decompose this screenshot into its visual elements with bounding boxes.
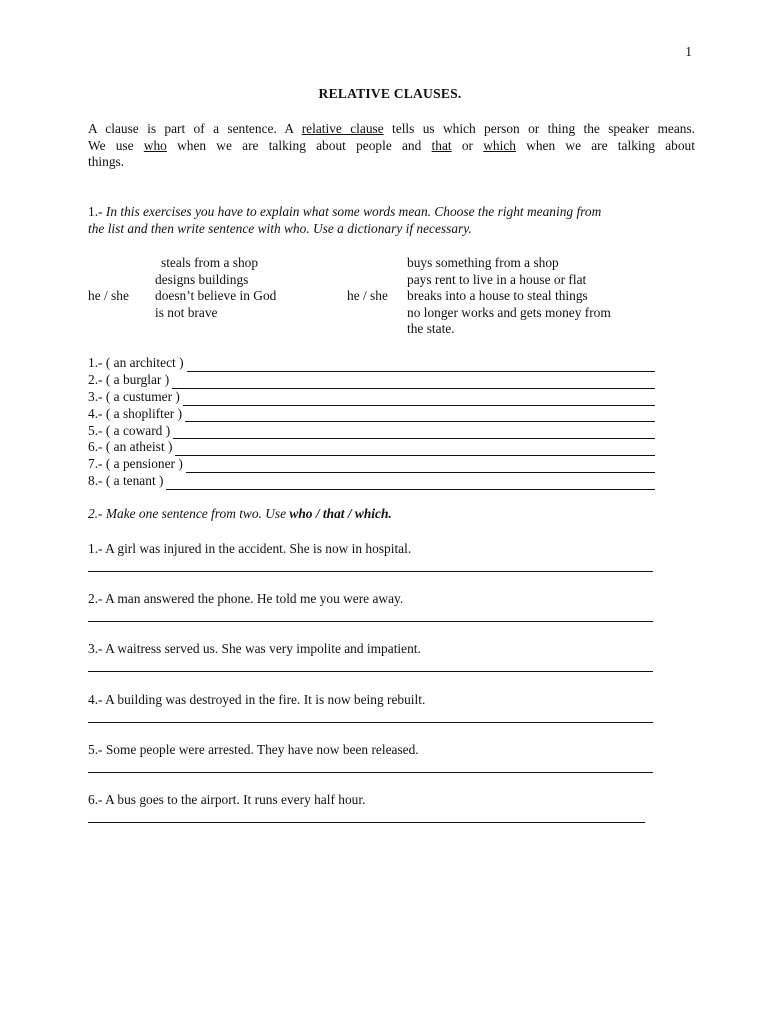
exercise1-item-label: 3.- ( a custumer ) [88, 389, 180, 404]
term-that: that [431, 137, 452, 153]
exercise1-item [88, 389, 655, 406]
definition-right: the state. [407, 321, 455, 337]
answer-line[interactable] [173, 426, 655, 439]
answer-line[interactable] [88, 722, 653, 723]
definition-left: designs buildings [155, 271, 249, 287]
term-relative-clause: relative clause [301, 121, 384, 136]
intro-paragraph [88, 121, 695, 171]
definition-right: pays rent to live in a house or flat [407, 271, 587, 287]
exercise2-item: 4.- A building was destroyed in the fire. It is now being rebuilt. [88, 691, 426, 707]
exercise2-item: 2.- A man answered the phone. He told me you were away. [88, 591, 404, 607]
answer-line[interactable] [183, 393, 655, 406]
exercise1-item-label: 7.- ( a pensioner ) [88, 456, 183, 472]
definition-right: breaks into a house to steal things [407, 288, 588, 304]
exercise2-instruction: 2.- Make one sentence from two. Use who / that / which. [88, 506, 392, 521]
exercise1-instruction: 1.- In this exercises you have to explain what some words mean. Choose the right meaning from the list and then write sentence with who. Use a dictionary if necessary. [88, 204, 602, 236]
definitions-left [155, 255, 276, 321]
exercise1-item-label: 6.- ( an atheist ) [88, 439, 173, 455]
answer-line[interactable] [88, 671, 653, 672]
exercise1-item-label: 8.- ( a tenant ) [88, 473, 164, 488]
exercise1-item-label: 2.- ( a burglar ) [88, 372, 170, 388]
intro-line-3: things. [88, 154, 125, 170]
answer-line[interactable] [88, 621, 653, 622]
exercise1-item-label: 1.- ( an architect ) [88, 355, 184, 371]
exercise1-item [88, 456, 655, 473]
exercise1-item [88, 439, 655, 456]
exercise1-item [88, 372, 655, 389]
definition-left: is not brave [155, 304, 218, 320]
definitions-right [407, 255, 611, 338]
exercise1-item [88, 473, 655, 490]
page-number: 1 [685, 44, 692, 59]
exercise1-item [88, 355, 655, 372]
page-title: RELATIVE CLAUSES. [318, 86, 462, 101]
definition-right: no longer works and gets money from [407, 304, 611, 320]
pronoun-right: he / she [347, 288, 388, 303]
exercise2-item: 1.- A girl was injured in the accident. She is now in hospital. [88, 541, 412, 556]
answer-line[interactable] [166, 477, 655, 490]
definition-left: doesn’t believe in God [155, 288, 277, 304]
exercise1-item-label: 4.- ( a shoplifter ) [88, 405, 183, 421]
answer-line[interactable] [88, 772, 653, 773]
exercise2-item: 3.- A waitress served us. She was very impolite and impatient. [88, 641, 421, 657]
term-who: who [143, 137, 167, 153]
exercise1-item [88, 405, 655, 422]
answer-line[interactable] [88, 822, 645, 823]
term-which: which [483, 137, 516, 153]
answer-line[interactable] [185, 409, 655, 422]
answer-line[interactable] [175, 443, 655, 456]
exercise2-item: 5.- Some people were arrested. They have now been released. [88, 741, 419, 757]
definition-left: steals from a shop [161, 255, 259, 270]
exercise1-item-label: 5.- ( a coward ) [88, 422, 171, 438]
answer-line[interactable] [172, 376, 655, 389]
answer-line[interactable] [187, 359, 655, 372]
intro-line-1: A clause is part of a sentence. A relative clause tells us which person or thing the speaker means. [88, 121, 696, 136]
exercise1-item [88, 422, 655, 439]
pronoun-left: he / she [88, 288, 129, 303]
exercise2-item: 6.- A bus goes to the airport. It runs every half hour. [88, 792, 366, 807]
answer-line[interactable] [88, 571, 653, 572]
intro-line-2: We use who when we are talking about people and that or which when we are talking about [88, 137, 695, 153]
answer-line[interactable] [186, 460, 655, 473]
definition-right: buys something from a shop [407, 255, 559, 270]
